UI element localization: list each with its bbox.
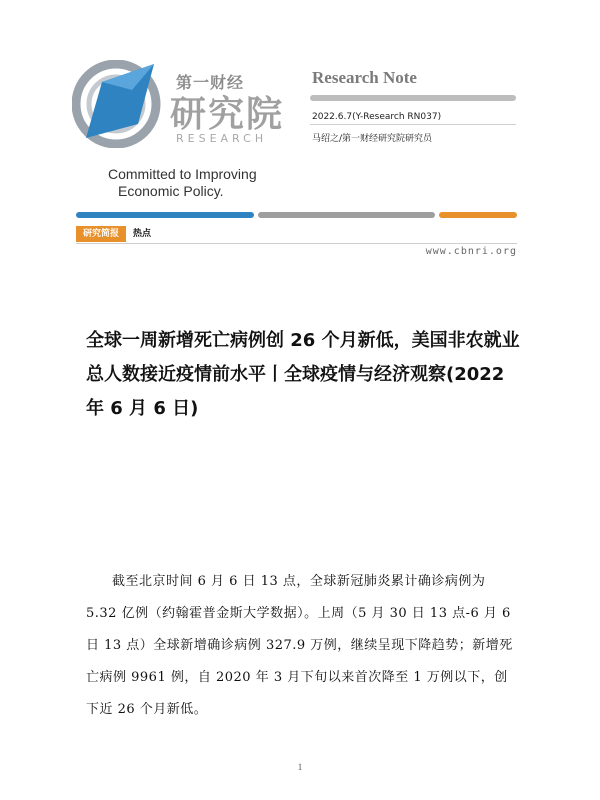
accent-bar-gray bbox=[258, 212, 435, 218]
document-title: 全球一周新增死亡病例创 26 个月新低，美国非农就业总人数接近疫情前水平丨全球疫情与经济观察(2022 年 6 月 6 日) bbox=[86, 330, 520, 419]
category-badge: 研究简报 bbox=[76, 226, 126, 242]
tagline-line-2: Economic Policy. bbox=[118, 183, 224, 199]
logo bbox=[72, 58, 292, 208]
research-note-title: Research Note bbox=[312, 68, 417, 87]
report-reference: 2022.6.7(Y-Research RN037) bbox=[312, 112, 442, 122]
research-note-bar bbox=[310, 95, 516, 101]
category-row bbox=[76, 226, 517, 244]
research-institute-logo-icon bbox=[72, 60, 168, 148]
topic-label: 热点 bbox=[133, 229, 152, 239]
logo-tagline bbox=[108, 166, 257, 200]
logo-cn-small: 第一财经 bbox=[176, 73, 245, 92]
tagline-line-1: Committed to Improving bbox=[108, 166, 257, 182]
header-divider bbox=[310, 124, 516, 125]
accent-bar-orange bbox=[439, 212, 517, 218]
accent-bar-blue bbox=[76, 212, 254, 218]
logo-en: RESEARCH bbox=[176, 132, 268, 145]
body-paragraph: 截至北京时间 6 月 6 日 13 点，全球新冠肺炎累计确诊病例为 5.32 亿例（约翰霍普金斯大学数据）。上周（5 月 30 日 13 点-6 月 6 日 13 点）全球新增确诊病例 327.9 万例，继续呈现下降趋势；新增死亡病例 9961 例，自 2020 年 3 月下旬以来首次降至 1 万例以下，创下近 26 个月新低。 bbox=[86, 574, 513, 717]
author-line: 马绍之/第一财经研究院研究员 bbox=[312, 134, 433, 144]
logo-cn-big: 研究院 bbox=[170, 94, 285, 135]
website-link[interactable]: www.cbnri.org bbox=[425, 246, 517, 257]
page-number: 1 bbox=[297, 762, 303, 772]
